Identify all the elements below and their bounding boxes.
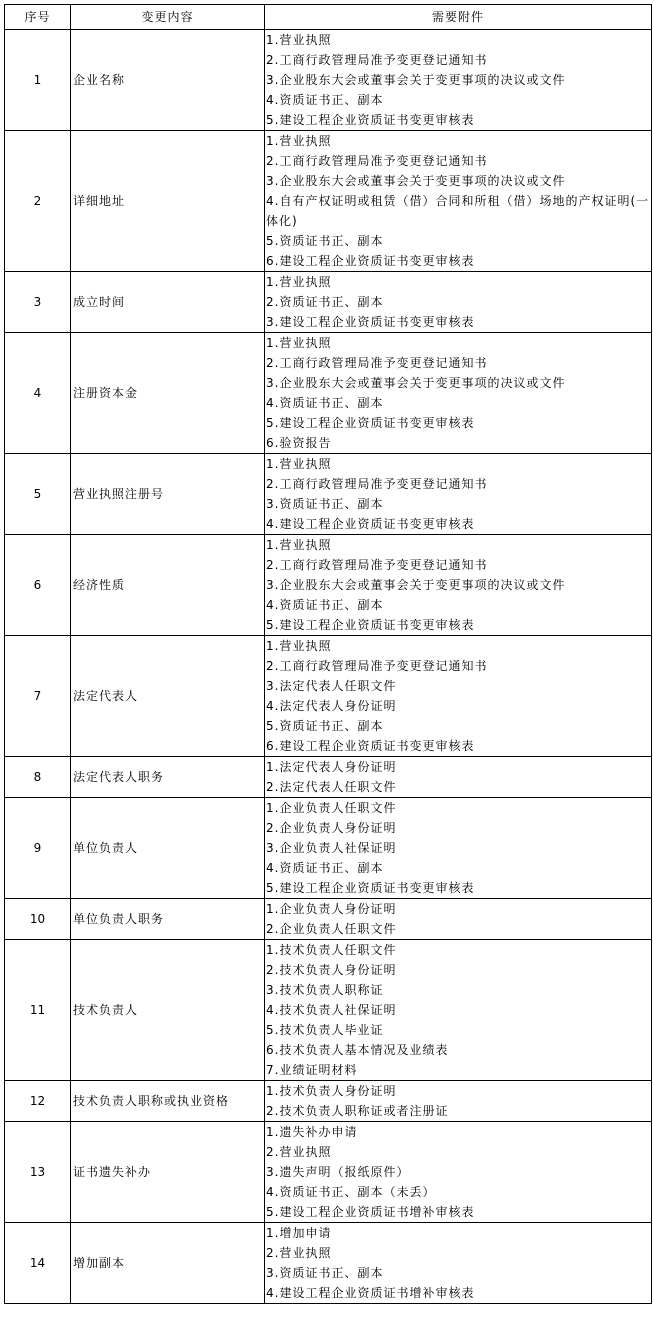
- row-number: 10: [5, 899, 71, 940]
- row-number: 2: [5, 131, 71, 272]
- required-attachments: [265, 272, 652, 333]
- table-row: [5, 757, 652, 798]
- attachment-line: 1.营业执照: [266, 134, 332, 148]
- row-number: 8: [5, 757, 71, 798]
- row-number: 1: [5, 30, 71, 131]
- attachment-line: 6.技术负责人基本情况及业绩表: [266, 1043, 449, 1057]
- change-item: 技术负责人职称或执业资格: [71, 1081, 265, 1122]
- change-requirements-table: [4, 4, 652, 1304]
- attachment-line: 4.资质证书正、副本（未丢）: [266, 1185, 436, 1199]
- attachment-line: 1.技术负责人任职文件: [266, 943, 397, 957]
- table-row: [5, 535, 652, 636]
- row-number: 11: [5, 940, 71, 1081]
- required-attachments: [265, 535, 652, 636]
- attachment-line: 4.资质证书正、副本: [266, 861, 384, 875]
- attachment-line: 2.企业负责人任职文件: [266, 922, 397, 936]
- change-requirements-table-wrapper: [4, 4, 651, 1304]
- change-item: 成立时间: [71, 272, 265, 333]
- attachment-line: 1.企业负责人任职文件: [266, 801, 397, 815]
- attachment-line: 2.工商行政管理局准予变更登记通知书: [266, 558, 488, 572]
- attachment-line: 2.工商行政管理局准予变更登记通知书: [266, 356, 488, 370]
- header-change-item: 变更内容: [71, 5, 265, 30]
- attachment-line: 6.建设工程企业资质证书变更审核表: [266, 739, 475, 753]
- attachment-line: 5.建设工程企业资质证书变更审核表: [266, 113, 475, 127]
- attachment-line: 3.遗失声明（报纸原件）: [266, 1165, 410, 1179]
- row-number: 5: [5, 454, 71, 535]
- table-row: [5, 636, 652, 757]
- table-row: [5, 1122, 652, 1223]
- required-attachments: [265, 1122, 652, 1223]
- change-item: 详细地址: [71, 131, 265, 272]
- change-item: 技术负责人: [71, 940, 265, 1081]
- attachment-line: 4.资质证书正、副本: [266, 396, 384, 410]
- attachment-line: 1.营业执照: [266, 336, 332, 350]
- attachment-line: 4.资质证书正、副本: [266, 93, 384, 107]
- attachment-line: 1.遗失补办申请: [266, 1125, 358, 1139]
- row-number: 13: [5, 1122, 71, 1223]
- table-row: [5, 1223, 652, 1304]
- attachment-line: 2.营业执照: [266, 1145, 332, 1159]
- row-number: 9: [5, 798, 71, 899]
- row-number: 14: [5, 1223, 71, 1304]
- change-item: 企业名称: [71, 30, 265, 131]
- attachment-line: 1.营业执照: [266, 33, 332, 47]
- attachment-line: 1.增加申请: [266, 1226, 332, 1240]
- row-number: 4: [5, 333, 71, 454]
- attachment-line: 4.法定代表人身份证明: [266, 699, 397, 713]
- table-header-row: [5, 5, 652, 30]
- attachment-line: 2.工商行政管理局准予变更登记通知书: [266, 659, 488, 673]
- required-attachments: [265, 333, 652, 454]
- change-item: 增加副本: [71, 1223, 265, 1304]
- attachment-line: 4.技术负责人社保证明: [266, 1003, 397, 1017]
- required-attachments: [265, 30, 652, 131]
- table-row: [5, 131, 652, 272]
- attachment-line: 5.资质证书正、副本: [266, 719, 384, 733]
- attachment-line: 5.技术负责人毕业证: [266, 1023, 384, 1037]
- row-number: 3: [5, 272, 71, 333]
- required-attachments: [265, 454, 652, 535]
- attachment-line: 7.业绩证明材料: [266, 1063, 358, 1077]
- attachment-line: 2.企业负责人身份证明: [266, 821, 397, 835]
- table-row: [5, 333, 652, 454]
- attachment-line: 2.营业执照: [266, 1246, 332, 1260]
- attachment-line: 2.工商行政管理局准予变更登记通知书: [266, 53, 488, 67]
- row-number: 6: [5, 535, 71, 636]
- attachment-line: 5.建设工程企业资质证书变更审核表: [266, 618, 475, 632]
- required-attachments: [265, 131, 652, 272]
- header-no: 序号: [5, 5, 71, 30]
- required-attachments: [265, 940, 652, 1081]
- change-item: 单位负责人: [71, 798, 265, 899]
- attachment-line: 1.技术负责人身份证明: [266, 1084, 397, 1098]
- attachment-line: 5.资质证书正、副本: [266, 234, 384, 248]
- attachment-line: 4.自有产权证明或租赁（借）合同和所租（借）场地的产权证明(一体化): [266, 194, 650, 228]
- attachment-line: 3.技术负责人职称证: [266, 983, 384, 997]
- change-item: 法定代表人: [71, 636, 265, 757]
- change-item: 注册资本金: [71, 333, 265, 454]
- table-row: [5, 1081, 652, 1122]
- change-item: 营业执照注册号: [71, 454, 265, 535]
- attachment-line: 5.建设工程企业资质证书增补审核表: [266, 1205, 475, 1219]
- required-attachments: [265, 1081, 652, 1122]
- attachment-line: 2.法定代表人任职文件: [266, 780, 397, 794]
- attachment-line: 5.建设工程企业资质证书变更审核表: [266, 416, 475, 430]
- table-row: [5, 899, 652, 940]
- attachment-line: 1.营业执照: [266, 275, 332, 289]
- change-item: 单位负责人职务: [71, 899, 265, 940]
- attachment-line: 2.工商行政管理局准予变更登记通知书: [266, 154, 488, 168]
- table-row: [5, 454, 652, 535]
- attachment-line: 1.营业执照: [266, 538, 332, 552]
- attachment-line: 3.资质证书正、副本: [266, 1266, 384, 1280]
- attachment-line: 3.企业股东大会或董事会关于变更事项的决议或文件: [266, 73, 566, 87]
- attachment-line: 3.法定代表人任职文件: [266, 679, 397, 693]
- change-item: 证书遗失补办: [71, 1122, 265, 1223]
- attachment-line: 6.验资报告: [266, 436, 332, 450]
- table-row: [5, 798, 652, 899]
- attachment-line: 3.企业股东大会或董事会关于变更事项的决议或文件: [266, 174, 566, 188]
- required-attachments: [265, 798, 652, 899]
- attachment-line: 3.企业股东大会或董事会关于变更事项的决议或文件: [266, 578, 566, 592]
- row-number: 7: [5, 636, 71, 757]
- attachment-line: 2.工商行政管理局准予变更登记通知书: [266, 477, 488, 491]
- attachment-line: 4.建设工程企业资质证书增补审核表: [266, 1286, 475, 1300]
- attachment-line: 3.资质证书正、副本: [266, 497, 384, 511]
- attachment-line: 3.建设工程企业资质证书变更审核表: [266, 315, 475, 329]
- change-item: 法定代表人职务: [71, 757, 265, 798]
- attachment-line: 6.建设工程企业资质证书变更审核表: [266, 254, 475, 268]
- attachment-line: 3.企业负责人社保证明: [266, 841, 397, 855]
- table-row: [5, 940, 652, 1081]
- attachment-line: 4.资质证书正、副本: [266, 598, 384, 612]
- attachment-line: 4.建设工程企业资质证书变更审核表: [266, 517, 475, 531]
- row-number: 12: [5, 1081, 71, 1122]
- attachment-line: 2.技术负责人身份证明: [266, 963, 397, 977]
- attachment-line: 2.技术负责人职称证或者注册证: [266, 1104, 449, 1118]
- required-attachments: [265, 636, 652, 757]
- attachment-line: 5.建设工程企业资质证书变更审核表: [266, 881, 475, 895]
- required-attachments: [265, 757, 652, 798]
- attachment-line: 1.营业执照: [266, 639, 332, 653]
- attachment-line: 2.资质证书正、副本: [266, 295, 384, 309]
- attachment-line: 1.法定代表人身份证明: [266, 760, 397, 774]
- attachment-line: 1.企业负责人身份证明: [266, 902, 397, 916]
- table-row: [5, 272, 652, 333]
- required-attachments: [265, 1223, 652, 1304]
- attachment-line: 3.企业股东大会或董事会关于变更事项的决议或文件: [266, 376, 566, 390]
- required-attachments: [265, 899, 652, 940]
- attachment-line: 1.营业执照: [266, 457, 332, 471]
- change-item: 经济性质: [71, 535, 265, 636]
- header-attachments: 需要附件: [265, 5, 652, 30]
- table-row: [5, 30, 652, 131]
- table-body: [5, 30, 652, 1304]
